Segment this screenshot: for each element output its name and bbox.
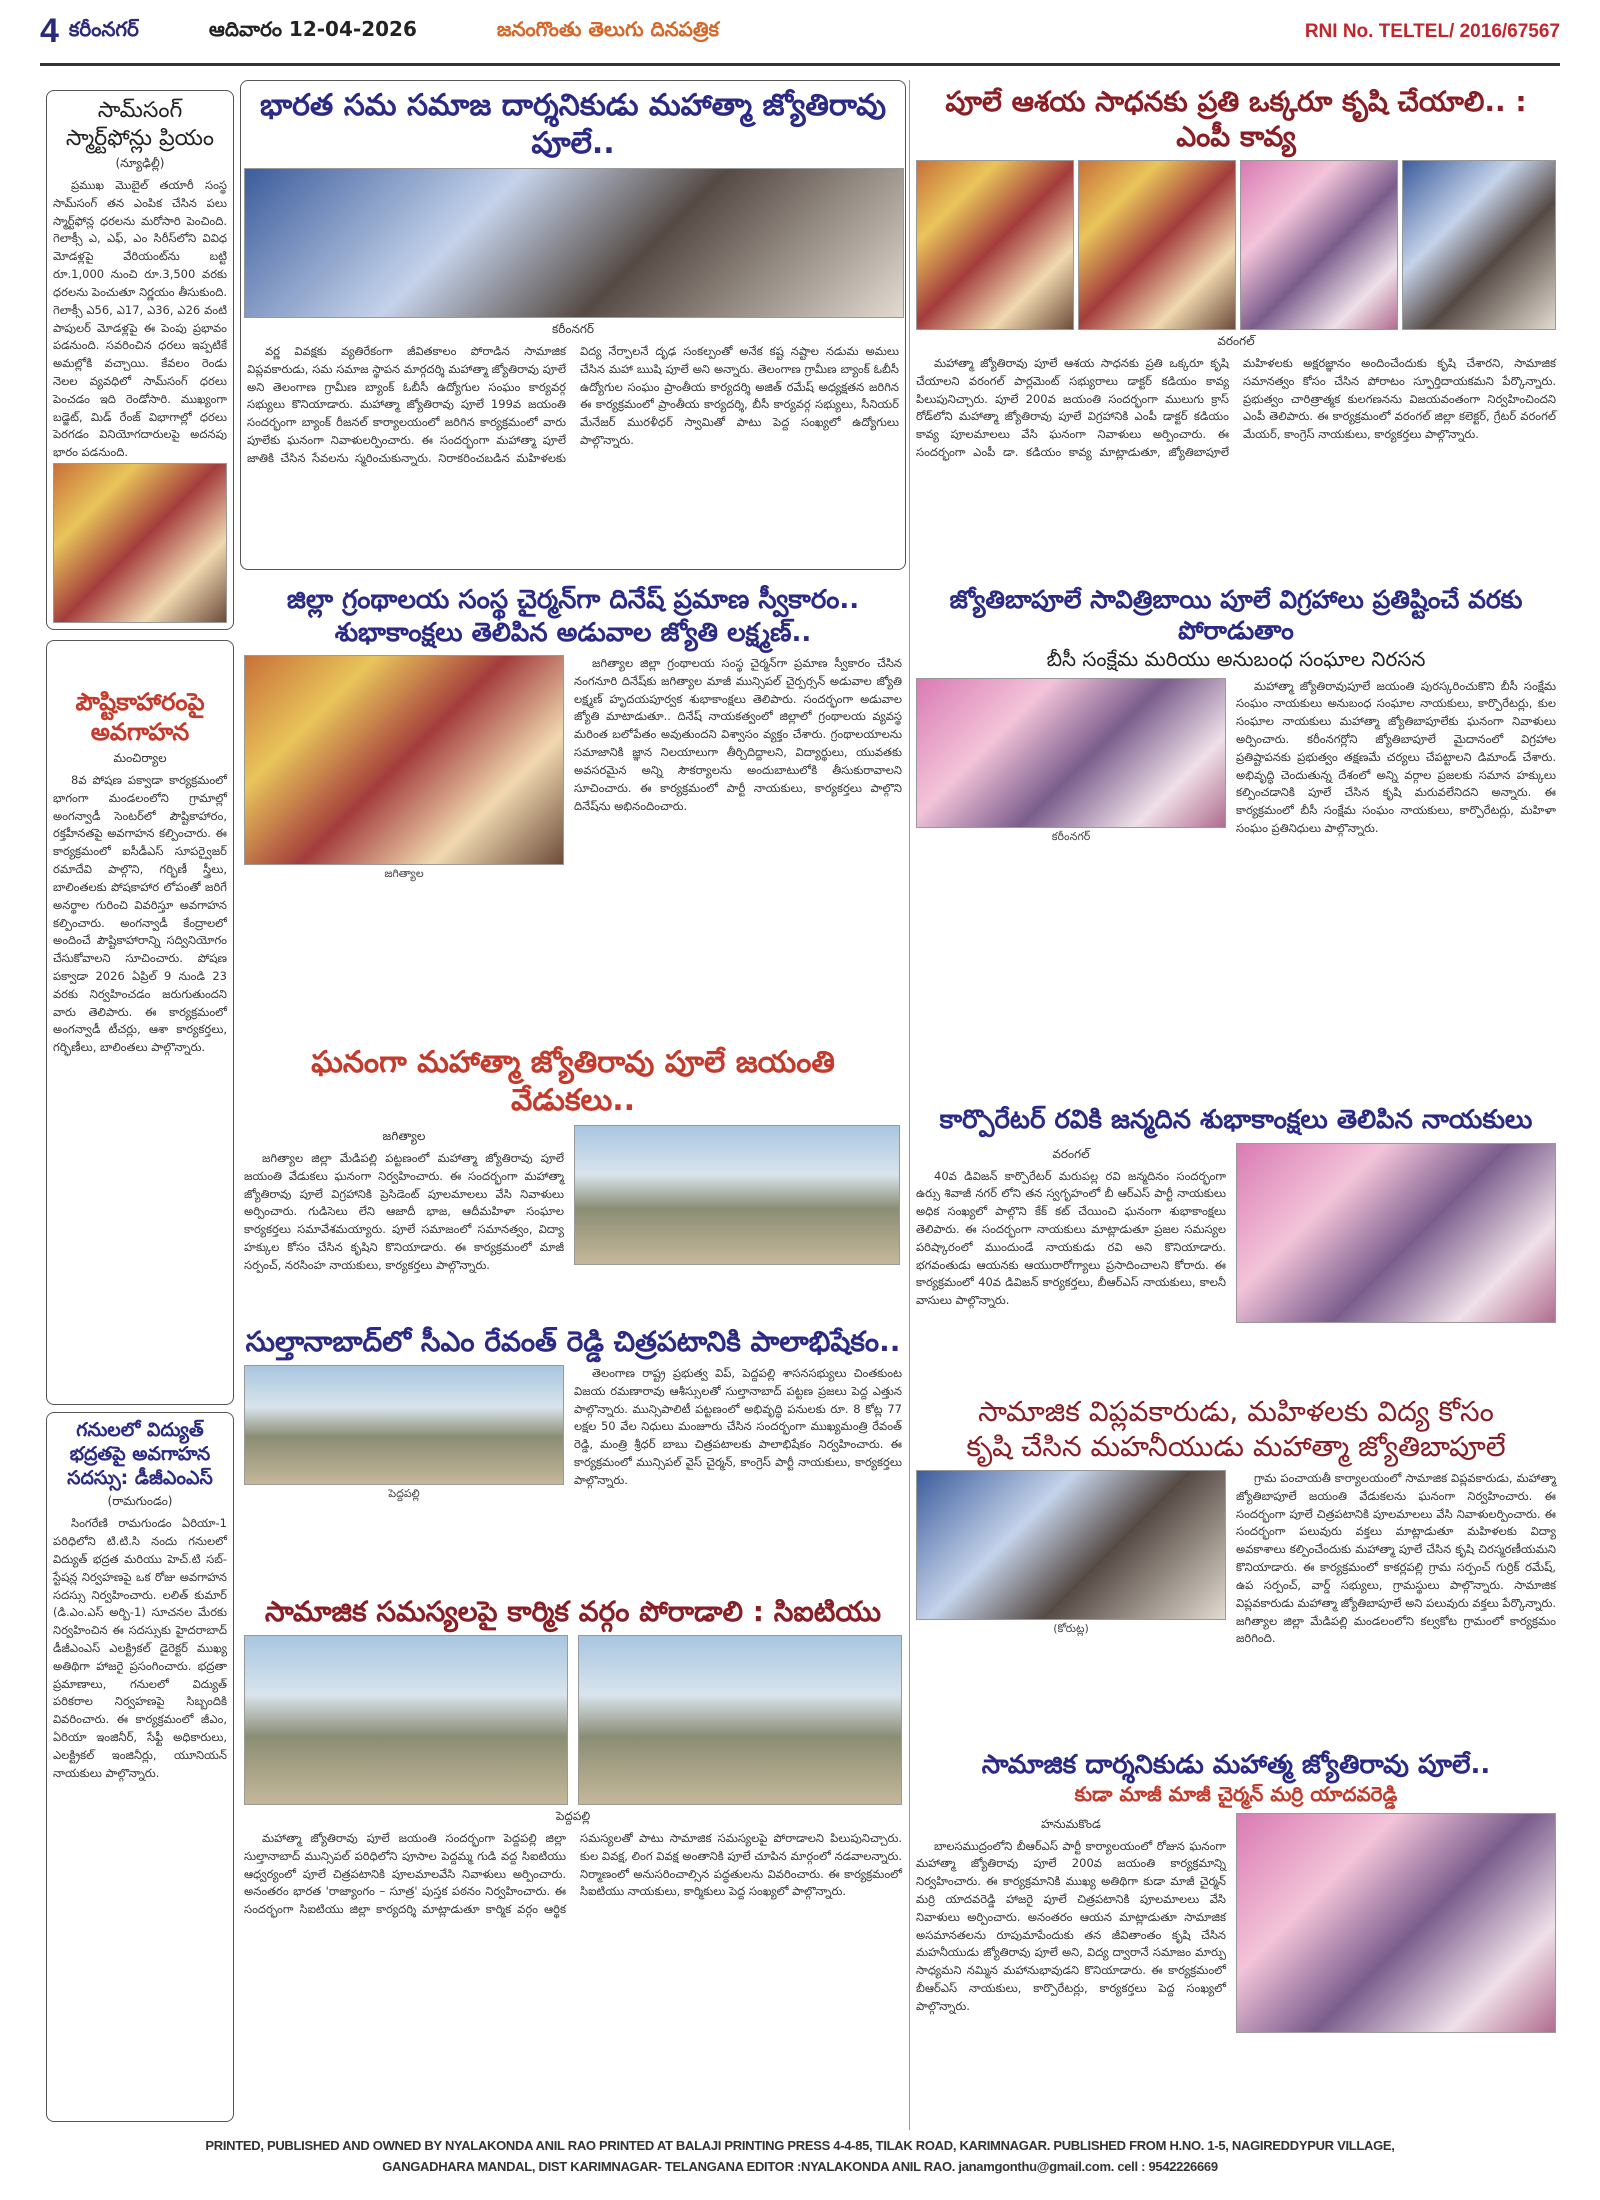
dateline: పెద్దపల్లి: [388, 1487, 420, 1500]
imprint-footer: [0, 2136, 1600, 2178]
article-body: వర్ణ వివక్షకు వ్యతిరేకంగా జీవితకాలం పోరాడిన సామాజిక విప్లవకారుడు, సమ సమాజ స్థాపన మార్గదర్శి మహాత్మా జ్యోతిరావు పూలే అని తెలంగాణ గ్రామీణ బ్యాంక్ ఓబీసీ ఉద్యోగుల సంఘం కార్యవర్గ సభ్యులు కొనియాడారు. మహాత్మా జ్యోతిరావు పూలే 199వ జయంతి సందర్భంగా బ్యాంక్ రీజనల్ కార్యాలయంలో జరిగిన కార్యక్రమంలో వారు పూలేకు ఘనంగా నివాళులర్పించారు. ఈ సందర్భంగా మహాత్మా పూలే జాతికి చేసిన సేవలను స్మరించుకున్నారు. నిరాకరించబడిన మహిళలకు విద్య నేర్పాలనే దృఢ సంకల్పంతో అనేక కష్ట నష్టాల నడుమ అమలు చేసిన మహా ఋషి పూలే అని అన్నారు. తెలంగాణ గ్రామీణ బ్యాంక్ ఓబీసీ ఉద్యోగుల సంఘం ప్రాంతీయ కార్యదర్శి అజిత్ రమేష్ అధ్యక్షతన జరిగిన ఈ కార్యక్రమంలో ప్రాంతీయ కార్యదర్శి, బీసీ కార్యవర్గ సభ్యులు, సీనియర్ మేనేజర్ మురళీధర్ స్వామితో పాటు పెద్ద సంఖ్యలో ఉద్యోగులు పాల్గొన్నారు.: [247, 344, 899, 465]
article-photo: [244, 1365, 564, 1485]
dateline: (న్యూఢిల్లీ): [115, 156, 165, 170]
article-body: 40వ డివిజన్ కార్పొరేటర్ మరుపల్ల రవి జన్మదినం సందర్భంగా ఉర్సు శివాజీ నగర్ లోని తన స్వగృహంలో బీ ఆర్ఎస్ పార్టీ నాయకులు అధిక సంఖ్యలో పాల్గొని కేక్ కట్ చేయించి ఘనంగా శుభాకాంక్షలు తెలిపారు. ఈ సందర్భంగా నాయకులు మాట్లాడుతూ ప్రజల సమస్యల పరిష్కారంలో ముందుండే నాయకుడు రవి అని కొనియాడారు. భగవంతుడు ఆయనకు ఆయురారోగ్యాలు ప్రసాదించాలని కోరారు. ఈ కార్యక్రమంలో 40వ డివిజన్ కార్యకర్తలు, బీఆర్ఎస్ నాయకులు, కాలనీ వాసులు పాల్గొన్నారు.: [916, 1168, 1226, 1308]
headline: పూలే ఆశయ సాధనకు ప్రతి ఒక్కరూ కృషి చేయాలి.. : ఎంపీ కావ్య: [945, 85, 1527, 153]
headline: గనులలో విద్యుత్ భద్రతపై అవగాహన సదస్సు: డీజీఎంఎస్: [67, 1419, 213, 1489]
article-photo-1: [916, 160, 1074, 330]
right-story-mp-kavya: [912, 80, 1560, 570]
headline: పౌష్టికాహారంపై అవగాహన: [75, 688, 205, 746]
center-story-phule-bank: [240, 80, 906, 570]
article-body: ప్రముఖ మొబైల్ తయారీ సంస్థ సామ్‌సంగ్ తన ఎంపిక చేసిన పలు స్మార్ట్‌ఫోన్ల ధరలను మరోసారి పెంచింది. గెలాక్సీ ఎ, ఎఫ్, ఎం సిరీస్‌లోని వివిధ మోడళ్లపై వేరియంట్‌ను బట్టి రూ.1,000 నుంచి రూ.3,500 వరకు ధరలను పెంచుతూ నిర్ణయం తీసుకుంది. గెలాక్సీ ఎ56, ఎ17, ఎ36, ఎ26 వంటి పాపులర్ మోడళ్లపై ఈ పెంపు ప్రభావం పడనుంది. సవరించిన ధరలు ఇప్పటికే అమల్లోకి వచ్చాయి. కేవలం రెండు నెలల వ్యవధిలో సామ్‌సంగ్ ధరలు పెంచడం ఇది రెండోసారి. ముఖ్యంగా బడ్జెట్, మిడ్ రేంజ్ విభాగాల్లో ధరలు పెరగడం వినియోగదారులపై అదనపు భారం పడనుంది.: [53, 178, 227, 460]
right-story-marri-yadav-reddy: [912, 1745, 1560, 2130]
headline: సామాజిక సమస్యలపై కార్మిక వర్గం పోరాడాలి : సిఐటియు: [264, 1595, 882, 1628]
headline: సామ్‌సంగ్ స్మార్ట్‌ఫోన్లు ప్రియం: [65, 98, 215, 151]
article-body: మహాత్మా జ్యోతిరావుపూలే జయంతి పురస్కరించుకొని బీసీ సంక్షేమ సంఘం నాయకులు అనుబంధ సంఘాల నాయకులు, కార్పొరేటర్లు, కుల సంఘాల నాయకులు మహాత్మా జ్యోతిబాపూలేకు ఘనంగా నివాళులు అర్పించారు. కరీంనగర్లోని జ్యోతిబాపూలే మైదానంలో విగ్రహాల ప్రతిష్టాపనకు ప్రభుత్వం తక్షణమే చర్యలు చేపట్టాలని డిమాండ్ చేశారు. అభివృద్ధి చెందుతున్న దేశంలో అన్ని వర్గాల ప్రజలకు సమాన హక్కులు కల్పించడానికి పూలే చేసిన కృషి మరువలేనిదని అన్నారు. ఈ కార్యక్రమంలో బీసీ సంక్షేమ సంఘం నాయకులు, కార్పొరేటర్లు, మహిళా సంఘం ప్రతినిధులు పాల్గొన్నారు.: [1236, 678, 1556, 835]
article-body: గ్రామ పంచాయతీ కార్యాలయంలో సామాజిక విప్లవకారుడు, మహాత్మా జ్యోతిబాపూలే జయంతి వేడుకలను ఘనంగా నిర్వహించారు. ఈ సందర్భంగా పూలే చిత్రపటానికి పూలమాలలు వేసి నివాళులర్పించారు. ఈ సందర్భంగా పలువురు వక్తలు మాట్లాడుతూ మహిళలకు విద్యా అవకాశాలు కల్పించేందుకు మహాత్మా పూలే చేసిన కృషి చిరస్మరణీయమని కొనియాడారు. ఈ కార్యక్రమంలో కాకర్లపల్లి గ్రామ సర్పంచ్ గుర్రిక్ రమేష్, ఉప సర్పంచ్, వార్డ్ సభ్యులు, గ్రామస్థులు పాల్గొన్నారు. సామాజిక విప్లవకారుడు మహాత్మా జ్యోతిబాపూలే అని పలువురు వక్తలు పేర్కొన్నారు. జగిత్యాల జిల్లా మేడిపల్లి మండలంలోని కల్వకోట గ్రామంలో కార్యక్రమం జరిగింది.: [1236, 1471, 1556, 1646]
article-photo-4: [1402, 160, 1556, 330]
article-photo: [574, 1125, 900, 1265]
article-photo-3: [1240, 160, 1398, 330]
article-photo: [916, 678, 1226, 828]
article-body: 8వ పోషణ పక్వాడా కార్యక్రమంలో భాగంగా మండలంలోని గ్రామాల్లో అంగన్వాడీ సెంటర్‌లో పౌష్టికాహారం, రక్తహీనతపై అవగాహన కల్పించారు. ఈ కార్యక్రమంలో ఐసీడీఎస్ సూపర్వైజర్ రమాదేవి పాల్గొని, గర్భిణీ స్త్రీలు, బాలింతలకు పోషకాహార లోపంతో జరిగే అనర్థాల గురించి వివరిస్తూ అవగాహన కల్పించారు. అంగన్వాడీ కేంద్రాలలో అందించే పౌష్టికాహారాన్ని సద్వినియోగం చేసుకోవాలని సూచించారు. పోషణ పక్వాడా 2026 ఏప్రిల్ 9 నుండి 23 వరకు నిర్వహించడం జరుగుతుందని వారు తెలిపారు. ఈ కార్యక్రమంలో అంగన్వాడీ టీచర్లు, ఆశా కార్యకర్తలు, గర్భిణీలు, బాలింతలు పాల్గొన్నారు.: [53, 773, 227, 1055]
article-photo: [916, 1470, 1226, 1620]
dateline: (రామగుండం): [107, 1494, 173, 1509]
dateline: కరీంనగర్: [551, 322, 594, 336]
article-body: మహాత్మా జ్యోతిరావు పూలే జయంతి సందర్భంగా పెద్దపల్లి జిల్లా సుల్తానాబాద్ మున్సిపల్ పరిధిలోని పూసాల పెద్దమ్మ గుడి వద్ద సిఐటియు ఆధ్వర్యంలో పూలే చిత్రపటానికి పూలమాలవేసి నివాళులు అర్పించారు. అనంతరం భారత 'రాజ్యాంగం – సూత్ర' పుస్తక పఠనం నిర్వహించారు. ఈ సందర్భంగా సిఐటియు జిల్లా కార్యదర్శి మాట్లాడుతూ కార్మిక వర్గం ఆర్థిక సమస్యలతో పాటు సామాజిక సమస్యలపై పోరాడాలని పిలుపునిచ్చారు. కుల వివక్ష, లింగ వివక్ష అంతానికి పూలే చూపిన మార్గంలో నడవాలన్నారు. నిర్మాణంలో అనుసరించాల్సిన పద్ధతులను వివరించారు. ఈ కార్యక్రమంలో సిఐటియు నాయకులు, కార్మికులు పెద్ద సంఖ్యలో పాల్గొన్నారు.: [244, 1831, 902, 1917]
headline: భారత సమ సమాజ దార్శనికుడు మహాత్మా జ్యోతిరావు పూలే..: [259, 88, 887, 161]
subheadline: కుడా మాజీ మాజీ చైర్మన్ మర్రి యాదవరెడ్డి: [1074, 1781, 1398, 1806]
article-photo: [1236, 1143, 1556, 1323]
photo-caption: (కోరుట్ల): [1053, 1622, 1089, 1635]
center-story-citu: [240, 1590, 906, 2130]
article-photo: [53, 463, 227, 623]
article-body: సింగరేణి రామగుండం ఏరియా-1 పరిధిలోని టి.టి.సి నందు గనులలో విద్యుత్ భద్రత మరియు హెచ్.టి సబ్-స్టేషన్ల నిర్వహణపై ఒక రోజు అవగాహన సదస్సు నిర్వహించారు. లలిత్ కుమార్ (డి.ఎం.ఎస్ అర్బి-1) సూచనల మేరకు నిర్వహించిన ఈ సదస్సుకు హైదరాబాద్ డీజీఎంఎస్ ఎలక్ట్రికల్ డైరెక్టర్ ముఖ్య అతిథిగా హాజరై ప్రసంగించారు. భద్రతా ప్రమాణాలు, గనులలో విద్యుత్ పరికరాల నిర్వహణపై సిబ్బందికి వివరించారు. ఈ కార్యక్రమంలో జీఎం, ఏరియా ఇంజినీర్, సేఫ్టీ అధికారులు, ఎలక్ట్రికల్ ఇంజినీర్లు, యూనియన్ నాయకులు పాల్గొన్నారు.: [53, 1516, 227, 1780]
dateline: జగిత్యాల: [384, 867, 424, 880]
headline: ఘనంగా మహాత్మా జ్యోతిరావు పూలే జయంతి వేడుకలు..: [311, 1045, 835, 1118]
center-story-sultanabad: [240, 1320, 906, 1560]
article-photo-2: [578, 1635, 902, 1805]
headline-line2: కృషి చేసిన మహనీయుడు మహాత్మా జ్యోతిబాపూలే: [966, 1430, 1506, 1463]
article-photo: [1236, 1813, 1556, 2033]
headline-line1: సామాజిక విప్లవకారుడు, మహిళలకు విద్య కోసం: [978, 1395, 1494, 1428]
subheadline: బీసీ సంక్షేమ మరియు అనుబంధ సంఘాల నిరసన: [1046, 646, 1426, 671]
rni-number: RNI No. TELTEL/ 2016/67567: [1304, 20, 1560, 42]
newspaper-brand: జనంగొంతు తెలుగు దినపత్రిక: [496, 17, 719, 41]
article-photo-1: [244, 1635, 568, 1805]
center-story-phule-jayanti: [240, 1040, 906, 1310]
article-photo: [244, 168, 904, 318]
dateline: వరంగల్: [1217, 334, 1255, 348]
right-story-bc-protest: [912, 580, 1560, 1090]
column-divider: [909, 80, 910, 2130]
left-story-samsung: [46, 90, 234, 630]
right-story-social-revolutionary: [912, 1390, 1560, 1735]
dateline: కరీంనగర్: [1051, 829, 1091, 843]
dateline: మంచిర్యాల: [113, 751, 167, 765]
headline-line2: శుభాకాంక్షలు తెలిపిన అడువాల జ్యోతి లక్ష్మణ్..: [334, 617, 812, 648]
masthead: [40, 0, 1560, 66]
right-story-corporator-ravi: [912, 1100, 1560, 1380]
article-body: తెలంగాణ రాష్ట్ర ప్రభుత్వ విప్, పెద్దపల్లి శాసనసభ్యులు చింతకుంట విజయ రమణారావు ఆశీస్సులతో సుల్తానాబాద్ పట్టణ ప్రజలు పెద్ద ఎత్తున పాల్గొన్నారు. మున్సిపాలిటీ పట్టణంలో అభివృద్ధి పనులకు రూ. 8 కోట్ల 77 లక్షల 50 వేల నిధులు మంజూరు చేసిన సందర్భంగా ముఖ్యమంత్రి రేవంత్ రెడ్డి, మంత్రి శ్రీధర్ బాబు చిత్రపటాలకు పాలాభిషేకం నిర్వహించారు. ఈ కార్యక్రమంలో మున్సిపల్ వైస్ చైర్మన్, కాంగ్రెస్ పార్టీ నాయకులు, కార్యకర్తలు పాల్గొన్నారు.: [574, 1366, 902, 1487]
edition-place: కరీంనగర్: [68, 17, 139, 41]
imprint-line-2: GANGADHARA MANDAL, DIST KARIMNAGAR- TELANGANA EDITOR :NYALAKONDA ANIL RAO. janamgonthu@gmail.com. cell : 9542226669: [382, 2158, 1218, 2174]
article-body: బాలసముద్రంలోని బీఆర్ఎస్ పార్టీ కార్యాలయంలో రోజున ఘనంగా మహాత్మా జ్యోతిరావు పూలే 200వ జయంతి కార్యక్రమాన్ని నిర్వహించారు. ఈ కార్యక్రమానికి ముఖ్య అతిథిగా కుడా మాజీ చైర్మన్ మర్రి యాదవరెడ్డి హాజరై పూలే చిత్రపటానికి పూలమాలలు వేసి నివాళులు అర్పించారు. అనంతరం ఆయన మాట్లాడుతూ సామాజిక అసమానతలను రూపుమాపేందుకు తన జీవితాంతం కృషి చేసిన మహనీయుడు జ్యోతిరావు పూలే అని, విద్య ద్వారానే సమాజం మార్పు సాధ్యమని నమ్మిన మహానుభావుడని కొనియాడారు. ఈ కార్యక్రమంలో బీఆర్ఎస్ నాయకులు, కార్పొరేటర్లు, కార్యకర్తలు పెద్ద సంఖ్యలో పాల్గొన్నారు.: [916, 1838, 1226, 2013]
article-photo: [244, 655, 564, 865]
article-body: మహాత్మా జ్యోతిరావు పూలే ఆశయ సాధనకు ప్రతి ఒక్కరూ కృషి చేయాలని వరంగల్ పార్లమెంట్ సభ్యురాలు డాక్టర్ కడియం కావ్య పిలుపునిచ్చారు. పూలే 200వ జయంతి సందర్భంగా ములుగు క్రాస్ రోడ్‌లోని మహాత్మా జ్యోతిరావు పూలే విగ్రహానికి ఎంపీ డాక్టర్ కడియం కావ్య పూలమాలలు వేసి ఘనంగా నివాళులు అర్పించారు. ఈ సందర్భంగా ఎంపీ డా. కడియం కావ్య మాట్లాడుతూ, జ్యోతిబాపూలే మహిళలకు అక్షరజ్ఞానం అందించేందుకు కృషి చేశారని, సామాజిక సమానత్వం కోసం చేసిన పోరాటం స్ఫూర్తిదాయకమని పేర్కొన్నారు. ప్రభుత్వం చారిత్రాత్మక కులగణనను విజయవంతంగా నిర్వహించిందని ఎంపీ తెలిపారు. ఈ కార్యక్రమంలో వరంగల్ జిల్లా కలెక్టర్, గ్రేటర్ వరంగల్ మేయర్, కాంగ్రెస్ నాయకులు, కార్యకర్తలు పాల్గొన్నారు.: [916, 356, 1556, 460]
headline-line1: జిల్లా గ్రంథాలయ సంస్థ చైర్మన్‌గా దినేష్ ప్రమాణ స్వీకారం..: [286, 585, 860, 615]
article-body: జగిత్యాల జిల్లా గ్రంథాలయ సంస్థ చైర్మన్‌గా ప్రమాణ స్వీకారం చేసిన నంగనూరి దినేష్‌కు జగిత్యాల మాజీ మున్సిపల్ చైర్పర్సన్ అడువాల జ్యోతి లక్ష్మణ్ హృదయపూర్వక శుభాకాంక్షలు తెలిపారు. సందర్భంగా అడువాల జ్యోతి మాటాడుతూ.. దినేష్ నాయకత్వంలో జిల్లాలో గ్రంథాలయ వ్యవస్థ మరింత బలోపేతం అవుతుందని విశ్వాసం వ్యక్తం చేశారు. గ్రంథాలయాలను సమాజానికి జ్ఞాన నిలయాలుగా తీర్చిదిద్దాలని, విద్యార్థులు, యువతకు అవసరమైన అన్ని సౌకర్యాలను అందుబాటులోకి తీసుకురావాలని సూచించారు. ఈ కార్యక్రమంలో పార్టీ నాయకులు, కార్యకర్తలు పాల్గొని దినేష్‌ను అభినందించారు.: [574, 656, 902, 813]
article-photo-2: [1078, 160, 1236, 330]
headline: కార్పొరేటర్ రవికి జన్మదిన శుభాకాంక్షలు తెలిపిన నాయకులు: [939, 1105, 1533, 1135]
dateline: హనుమకొండ: [1041, 1816, 1101, 1831]
dateline: వరంగల్: [1052, 1146, 1090, 1161]
headline: సుల్తానాబాద్‌లో సీఎం రేవంత్ రెడ్డి చిత్రపటానికి పాలాభిషేకం..: [245, 1325, 901, 1358]
left-story-mines-safety: [46, 1412, 234, 2122]
headline: సామాజిక దార్శనికుడు మహాత్మ జ్యోతిరావు పూలే..: [981, 1750, 1491, 1780]
left-story-nutrition: [46, 640, 234, 1405]
article-body: జగిత్యాల జిల్లా మేడిపల్లి పట్టణంలో మహాత్మా జ్యోతిరావు పూలే జయంతి వేడుకలు ఘనంగా నిర్వహించారు. ఈ సందర్భంగా మహాత్మా జ్యోతిరావు పూలే విగ్రహానికి ప్రెసిడెంట్ పూలమాలలు వేసి నివాళులు అర్పించారు. గుడిసెలు లేని ఆజాదీ భాజ, ఆదీమహిళా సంఘాల కార్యకర్తలు సమావేశమయ్యారు. పూలే సమాజంలో సమానత్వం, విద్యా హక్కుల కోసం చేసిన కృషిని కొనియాడారు. ఈ కార్యక్రమంలో మాజీ సర్పంచ్, నరసింహ నాయకులు, కార్యకర్తలు పాల్గొన్నారు.: [244, 1151, 564, 1272]
edition-date: ఆదివారం 12-04-2026: [208, 17, 417, 41]
headline: జ్యోతిబాపూలే సావిత్రిబాయి పూలే విగ్రహాలు ప్రతిష్టించే వరకు పోరాడుతాం: [949, 585, 1523, 646]
dateline: జగిత్యాల: [382, 1129, 426, 1143]
dateline: పెద్దపల్లి: [555, 1809, 591, 1823]
center-story-library-chairman: [240, 580, 906, 1030]
imprint-line-1: PRINTED, PUBLISHED AND OWNED BY NYALAKONDA ANIL RAO PRINTED AT BALAJI PRINTING PRESS 4-4-85, TILAK ROAD, KARIMNAGAR. PUBLISHED FROM H.NO. 1-5, NAGIREDDYPUR VILLAGE,: [205, 2138, 1395, 2153]
page-number: 4: [40, 12, 59, 50]
